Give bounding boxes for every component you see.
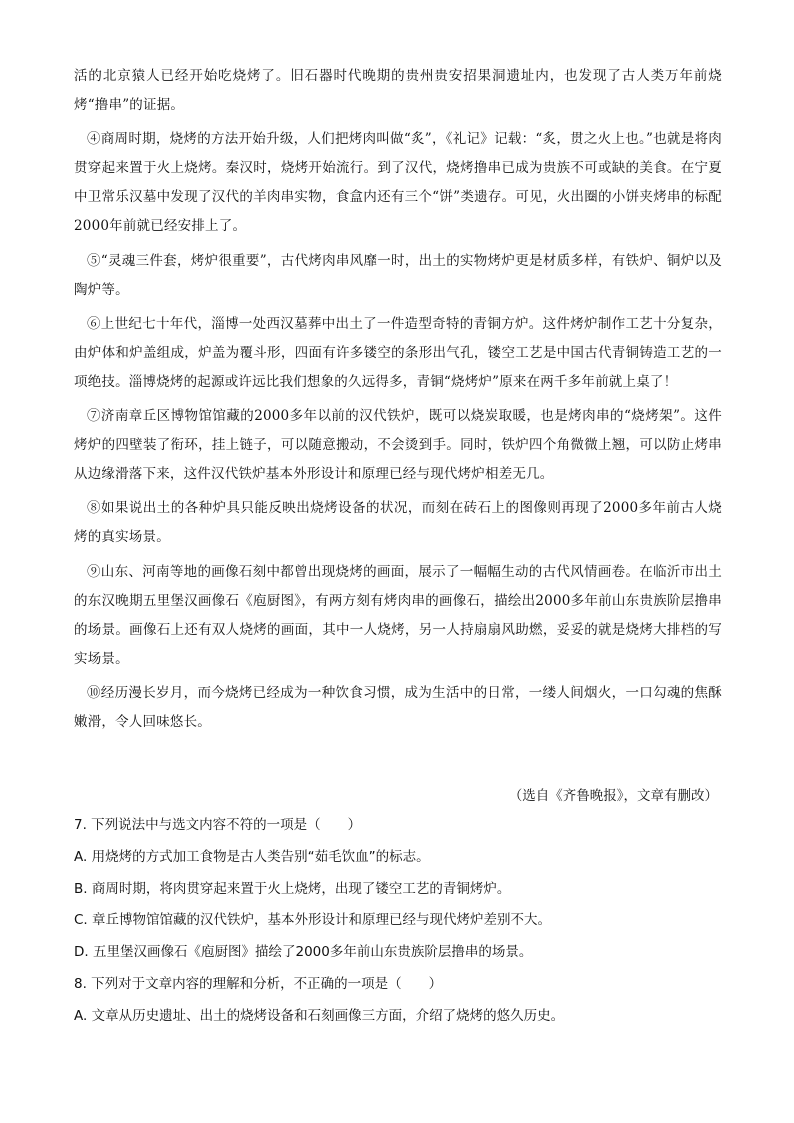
article-paragraph-8: ⑧如果说出土的各种炉具只能反映出烧烤设备的状况，而刻在砖石上的图像则再现了2000多年前古人烧烤的真实场景。 [74,500,722,546]
article-source: （选自《齐鲁晚报》，文章有删改） [508,788,718,804]
article-paragraph-10: ⑩经历漫长岁月，而今烧烤已经成为一种饮食习惯，成为生活中的日常，一缕人间烟火，一口勾魂的焦酥嫩滑，令人回味悠长。 [74,684,722,730]
question-section [74,815,724,1038]
article-paragraph-continued: 活的北京猿人已经开始吃烧烤了。旧石器时代晚期的贵州贵安招果洞遗址内，也发现了古人类万年前烧烤“撸串”的证据。 [74,68,722,114]
question-7-option-d: D. 五里堡汉画像石《庖厨图》描绘了2000多年前山东贵族阶层撸串的场景。 [74,944,533,961]
question-7-option-a: A. 用烧烤的方式加工食物是古人类告别“茹毛饮血”的标志。 [74,848,430,865]
article-paragraph-7: ⑦济南章丘区博物馆馆藏的2000多年以前的汉代铁炉，既可以烧炭取暖，也是烤肉串的“烧烤架”。这件烤炉的四壁装了衔环，挂上链子，可以随意搬动，不会烫到手。同时，铁炉四个角微微上翘，可以防止烤串从边缘滑落下来，这件汉代铁炉基本外形设计和原理已经与现代烤炉相差无几。 [74,408,722,483]
article-paragraph-4: ④商周时期，烧烤的方法开始升级，人们把烤肉叫做“炙”，《礼记》记载：“炙，贯之火上也。”也就是将肉贯穿起来置于火上烧烤。秦汉时，烧烤开始流行。到了汉代，烧烤撸串已成为贵族不可或缺的美食。在宁夏中卫常乐汉墓中发现了汉代的羊肉串实物，食盒内还有三个“饼”类遗存。可见，火出圈的小饼夹烤串的标配2000年前就已经安排上了。 [74,131,722,235]
question-7-option-c: C. 章丘博物馆馆藏的汉代铁炉，基本外形设计和原理已经与现代烤炉差别不大。 [74,912,552,929]
question-7-stem: 7. 下列说法中与选文内容不符的一项是（ ） [74,817,362,833]
article-paragraph-5: ⑤“灵魂三件套，烤炉很重要”，古代烤肉串风靡一时，出土的实物烤炉更是材质多样，有铁炉、铜炉以及陶炉等。 [74,252,722,298]
question-7-option-b: B. 商周时期，将肉贯穿起来置于火上烧烤，出现了镂空工艺的青铜烤炉。 [74,880,511,897]
article-paragraph-6: ⑥上世纪七十年代，淄博一处西汉墓葬中出土了一件造型奇特的青铜方炉。这件烤炉制作工艺十分复杂，由炉体和炉盖组成，炉盖为覆斗形，四面有许多镂空的条形出气孔，镂空工艺是中国古代青铜铸造工艺的一项绝技。淄博烧烤的起源或许远比我们想象的久远得多，青铜“烧烤炉”原来在两千多年前就上桌了！ [74,315,722,390]
question-8-stem: 8. 下列对于文章内容的理解和分析，不正确的一项是（ ） [74,975,443,992]
article-paragraph-9: ⑨山东、河南等地的画像石刻中都曾出现烧烤的画面，展示了一幅幅生动的古代风情画卷。在临沂市出土的东汉晚期五里堡汉画像石《庖厨图》，有两方刻有烤肉串的画像石，描绘出2000多年前山东贵族阶层撸串的场景。画像石上还有双人烧烤的画面，其中一人烧烤，另一人持扇扇风助燃，妥妥的就是烧烤大排档的写实场景。 [74,563,722,667]
question-8-option-a: A. 文章从历史遗址、出土的烧烤设备和石刻画像三方面，介绍了烧烤的悠久历史。 [74,1007,565,1024]
article-body [74,62,722,742]
